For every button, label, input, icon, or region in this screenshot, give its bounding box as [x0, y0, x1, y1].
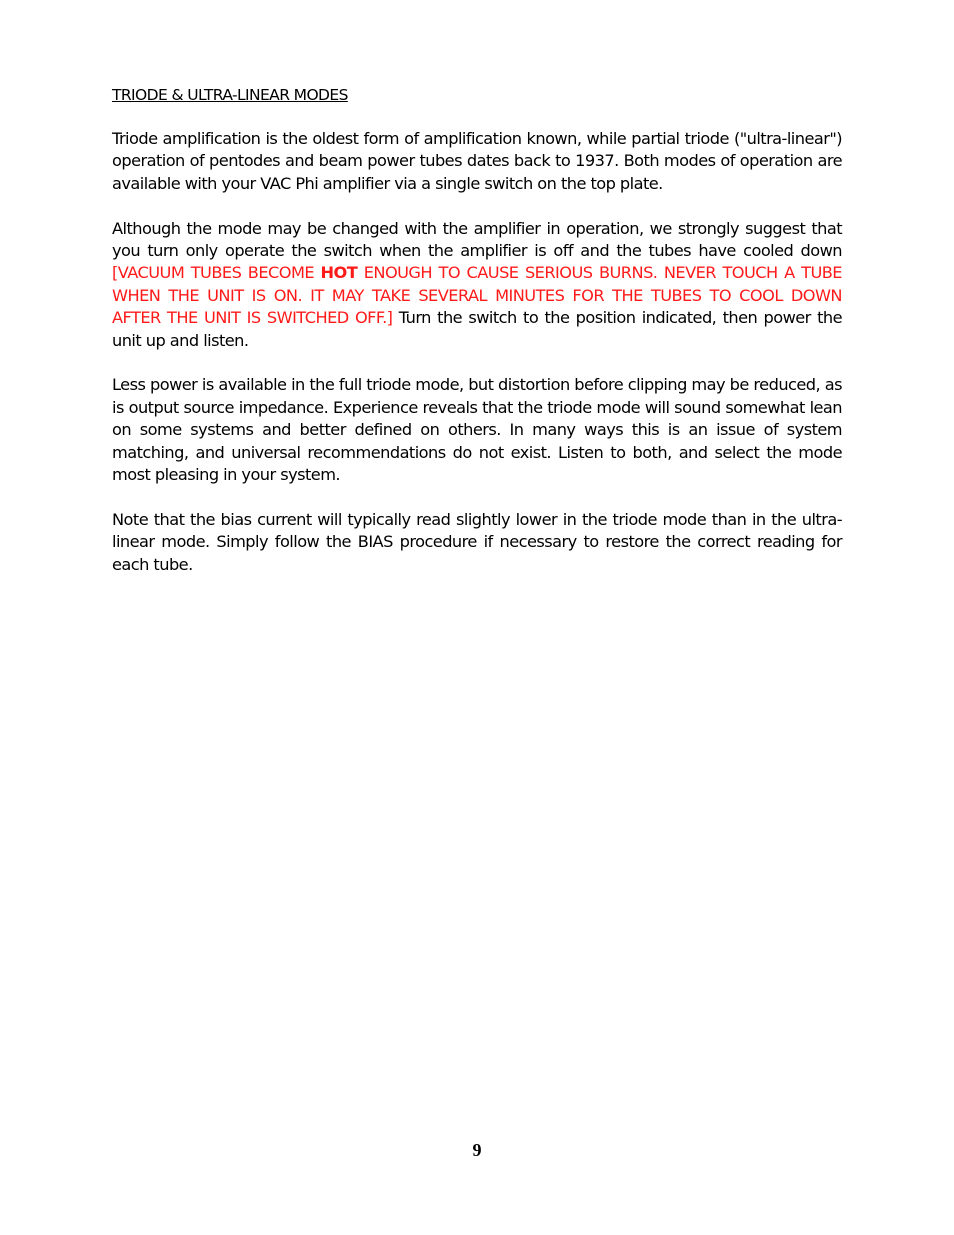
- paragraph-mode-switch-warning: [112, 218, 842, 352]
- page-number: 9: [472, 1140, 482, 1160]
- paragraph-bias-note: Note that the bias current will typically read slightly lower in the triode mode than in the ultra-linear mode. Simply follow the BIAS procedure if necessary to restore the correct reading for each tube.: [112, 509, 842, 574]
- warning-hot-emphasis: HOT: [320, 263, 358, 283]
- warning-text-end: ENOUGH TO CAUSE SERIOUS BURNS. NEVER TOUCH A TUBE WHEN THE UNIT IS ON. IT MAY TAKE SEVERAL MINUTES FOR THE TUBES TO COOL DOWN AFTER THE UNIT IS SWITCHED OFF.]: [112, 263, 842, 328]
- paragraph-outro-text: Turn the switch to the position indicated, then power the unit up and listen.: [112, 308, 842, 350]
- paragraph-intro-text: Although the mode may be changed with the amplifier in operation, we strongly suggest that you turn only operate the switch when the amplifier is off and the tubes have cooled down: [112, 218, 842, 261]
- warning-text-start: [VACUUM TUBES BECOME: [112, 263, 321, 283]
- section-heading: TRIODE & ULTRA-LINEAR MODES: [112, 86, 348, 104]
- page-content: [112, 84, 842, 598]
- paragraph-triode-power: Less power is available in the full triode mode, but distortion before clipping may be reduced, as is output source impedance. Experience reveals that the triode mode will sound somewhat lean on some systems and better defined on others. In many ways this is an issue of system matching, and universal recommendations do not exist. Listen to both, and select the mode most pleasing in your system.: [112, 375, 842, 485]
- paragraph-triode-history: Triode amplification is the oldest form of amplification known, while partial triode ("ultra-linear") operation of pentodes and beam power tubes dates back to 1937. Both modes of operation are available with your VAC Phi amplifier via a single switch on the top plate.: [112, 129, 842, 193]
